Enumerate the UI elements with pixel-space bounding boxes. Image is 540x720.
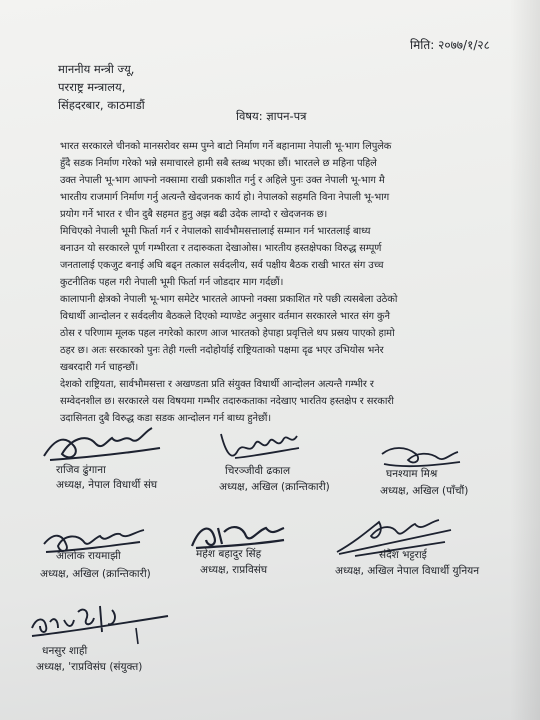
signatory-title: अध्यक्ष, राप्रविसंघ bbox=[200, 564, 268, 576]
signatory-title: अध्यक्ष, अखिल नेपाल विधार्थी युनियन bbox=[335, 565, 480, 577]
signatory-name: आलोक रायमाझी bbox=[56, 550, 121, 562]
signatory-title: अध्यक्ष, 'राप्रविसंघ (संयुक्त) bbox=[36, 661, 143, 673]
signatory-title: अध्यक्ष, अखिल (क्रान्तिकारी) bbox=[219, 481, 330, 493]
signatory-name: चिरञ्जीवी ढकाल bbox=[225, 465, 291, 477]
signatory-1 bbox=[40, 418, 210, 498]
body-line: कालापानी क्षेत्रको नेपाली भू-भाग समेटेर भारतले आफ्नो नक्सा प्रकाशित गरे पछी त्यसबेला उठेको bbox=[60, 294, 398, 305]
body-line: सम्वेदनशील छ। सरकारले यस विषयमा गम्भीर तदारुकताका नदेखाए भारतिय हस्तक्षेप र सरकारी bbox=[60, 396, 394, 407]
letter-subject: विषय: ज्ञापन-पत्र bbox=[236, 109, 307, 123]
handwritten-signature bbox=[28, 598, 178, 646]
body-line: उदासिनता दुबै विरुद्ध कडा सडक आन्दोलन गर्न बाध्य हुनेछौं। bbox=[60, 413, 271, 424]
letter-date: मिति: २०७७/१/२८ bbox=[410, 38, 490, 52]
signatory-7 bbox=[28, 598, 218, 678]
signatory-name: राजिव ढुंगाना bbox=[56, 464, 106, 476]
handwritten-signature bbox=[40, 418, 170, 468]
body-line: मिचिएको नेपाली भूमी फिर्ता गर्न र नेपालको सार्वभौमसत्तालाई सम्मान गर्न भारतलाई बाध्य bbox=[60, 226, 371, 237]
body-line: उक्त नेपाली भू-भाग आफ्नो नक्सामा राखी प्रकाशीत गर्नु र अहिले पुनः उक्त नेपाली भू-भाग मै bbox=[60, 175, 385, 186]
body-line: ठोस र परिणाम मूलक पहल नगरेको कारण आज भारतको हेपाहा प्रवृत्तिले थप प्रस्रय पाएको हामो bbox=[60, 328, 395, 339]
signatory-name: धनसुर शाही bbox=[42, 645, 88, 657]
body-line: प्रयोग गर्ने भारत र चीन दुबै सहमत हुनु अझ बढी उदेक लाग्दो र खेदजनक छ। bbox=[60, 209, 328, 220]
body-line: जनतालाई एकजुट बनाई अघि बढ्न तत्काल सर्वदलीय, सर्व पक्षीय बैठक राखी भारत संग उच्च bbox=[60, 260, 384, 271]
page-shadow bbox=[510, 0, 540, 720]
body-line: देशको राष्ट्रियता, सार्वभौमसत्ता र अखण्डता प्रति संयुक्त विधार्थी आन्दोलन अत्यन्तै गम्भीर र bbox=[60, 379, 374, 390]
signatory-4 bbox=[40, 522, 200, 590]
signatory-name: घनश्याम मिश्र bbox=[386, 468, 438, 480]
signatory-6 bbox=[335, 512, 535, 592]
body-line: भारतीय राजमार्ग निर्माण गर्नु अत्यन्तै खेदजनक कार्य हो। नेपालको सहमति विना नेपाली भू-भाग bbox=[60, 192, 390, 203]
signatory-title: अध्यक्ष, नेपाल विधार्थी संघ bbox=[56, 479, 158, 491]
body-line: ठहर छ। अतः सरकारको पुनः तेही गल्ती नदोहोर्याई राष्ट्रियताको पक्षमा दृढ भएर उभियोस भनेर bbox=[60, 345, 384, 356]
body-line: कुटनीतिक पहल गरी नेपाली भूमी फिर्ता गर्न जोडदार माग गर्दछौं। bbox=[60, 277, 284, 288]
signatory-title: अध्यक्ष, अखिल (क्रान्तिकारी) bbox=[40, 568, 151, 580]
body-line: बनाउन यो सरकारले पूर्ण गम्भीरता र तदारुकता देखाओस। भारतीय हस्तक्षेपका विरुद्ध सम्पूर्ण bbox=[60, 243, 382, 254]
signatory-2 bbox=[215, 422, 365, 502]
body-line: विधार्थी आन्दोलन र सर्वदलीय बैठकले दिएको म्याण्डेट अनुसार वर्तमान सरकारले भारत संग कुनै bbox=[60, 311, 390, 322]
signatory-5 bbox=[188, 516, 328, 588]
recipient-line-2: परराष्ट्र मन्त्रालय, bbox=[58, 80, 126, 94]
recipient-line-3: सिंहदरबार, काठमाडौं bbox=[58, 98, 145, 112]
recipient-line-1: माननीय मन्त्री ज्यू, bbox=[58, 62, 135, 76]
body-line: हुँदै सडक निर्माण गरेको भन्ने समाचारले हामी सबै स्तब्ध भएका छौं। भारतले छ महिना पहिले bbox=[60, 158, 377, 169]
signatory-name: महेश बहादुर सिंह bbox=[196, 548, 262, 560]
handwritten-signature bbox=[215, 422, 305, 467]
body-line: भारत सरकारले चीनको मानसरोवर सम्म पुग्ने बाटो निर्माण गर्ने बहानामा नेपाली भू-भाग लिपुलेक bbox=[60, 141, 392, 152]
body-line: खबरदारी गर्न चाहन्छौं। bbox=[60, 362, 139, 373]
signatory-name: संदेश भट्टराई bbox=[379, 549, 427, 561]
signatory-3 bbox=[380, 440, 520, 508]
signatory-title: अध्यक्ष, अखिल (पाँचौं) bbox=[380, 485, 469, 497]
